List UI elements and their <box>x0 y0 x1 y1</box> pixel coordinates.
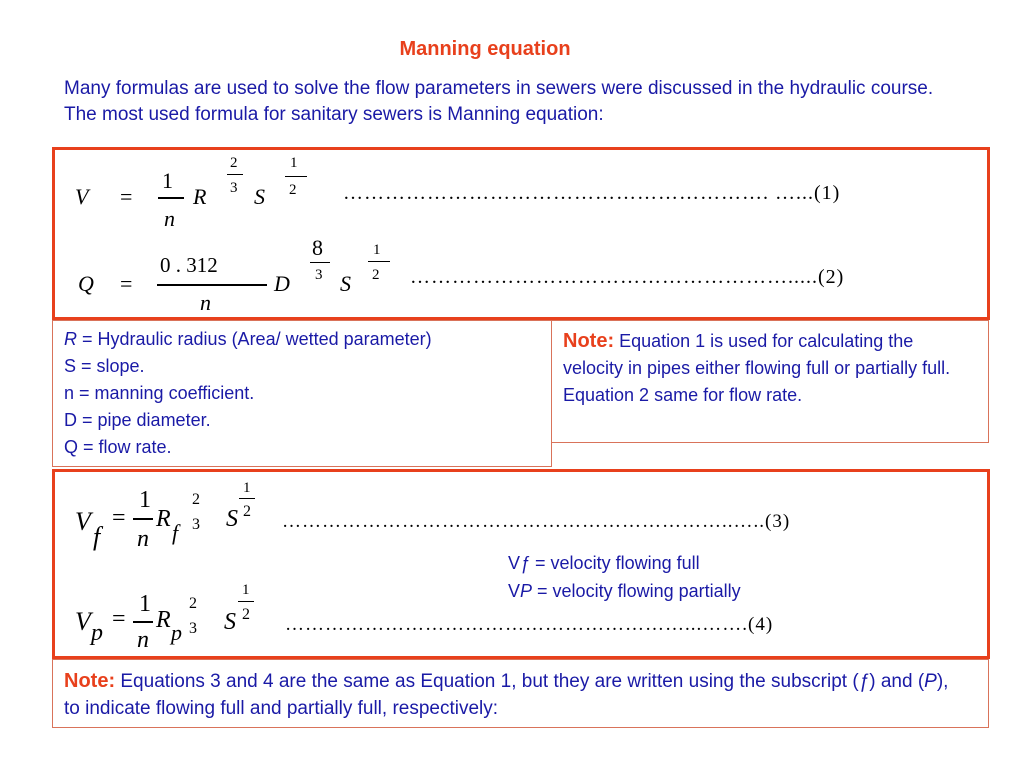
note-1-text: Equation 1 is used for calculating the velocity in pipes either flowing full or partially full. Equation 2 same for flow rate. <box>563 331 951 405</box>
note-2: Note: Equations 3 and 4 are the same as Equation 1, but they are written using the subscript (ƒ) and (P), to indicate flowing full and partially full, respectively: <box>64 670 949 719</box>
intro-paragraph: Many formulas are used to solve the flow parameters in sewers were discussed in the hydraulic course. The most used formula for sanitary sewers is Manning equation: <box>64 78 934 125</box>
definition-n: n = manning coefficient. <box>64 383 255 403</box>
page-title: Manning equation <box>399 38 571 60</box>
vp-definition: VP = velocity flowing partially <box>508 581 741 601</box>
equations-box-1 <box>52 147 990 320</box>
definition-d: D = pipe diameter. <box>64 410 211 430</box>
vf-definition: Vƒ = velocity flowing full <box>508 553 700 573</box>
note-2-label: Note: <box>64 670 116 692</box>
note-1 <box>563 328 978 409</box>
definition-s: S = slope. <box>64 356 145 376</box>
definition-q: Q = flow rate. <box>64 437 172 457</box>
definition-r: R = Hydraulic radius (Area/ wetted parameter) <box>64 329 432 349</box>
note-1-label: Note: <box>563 330 615 352</box>
definitions-list <box>64 326 432 461</box>
